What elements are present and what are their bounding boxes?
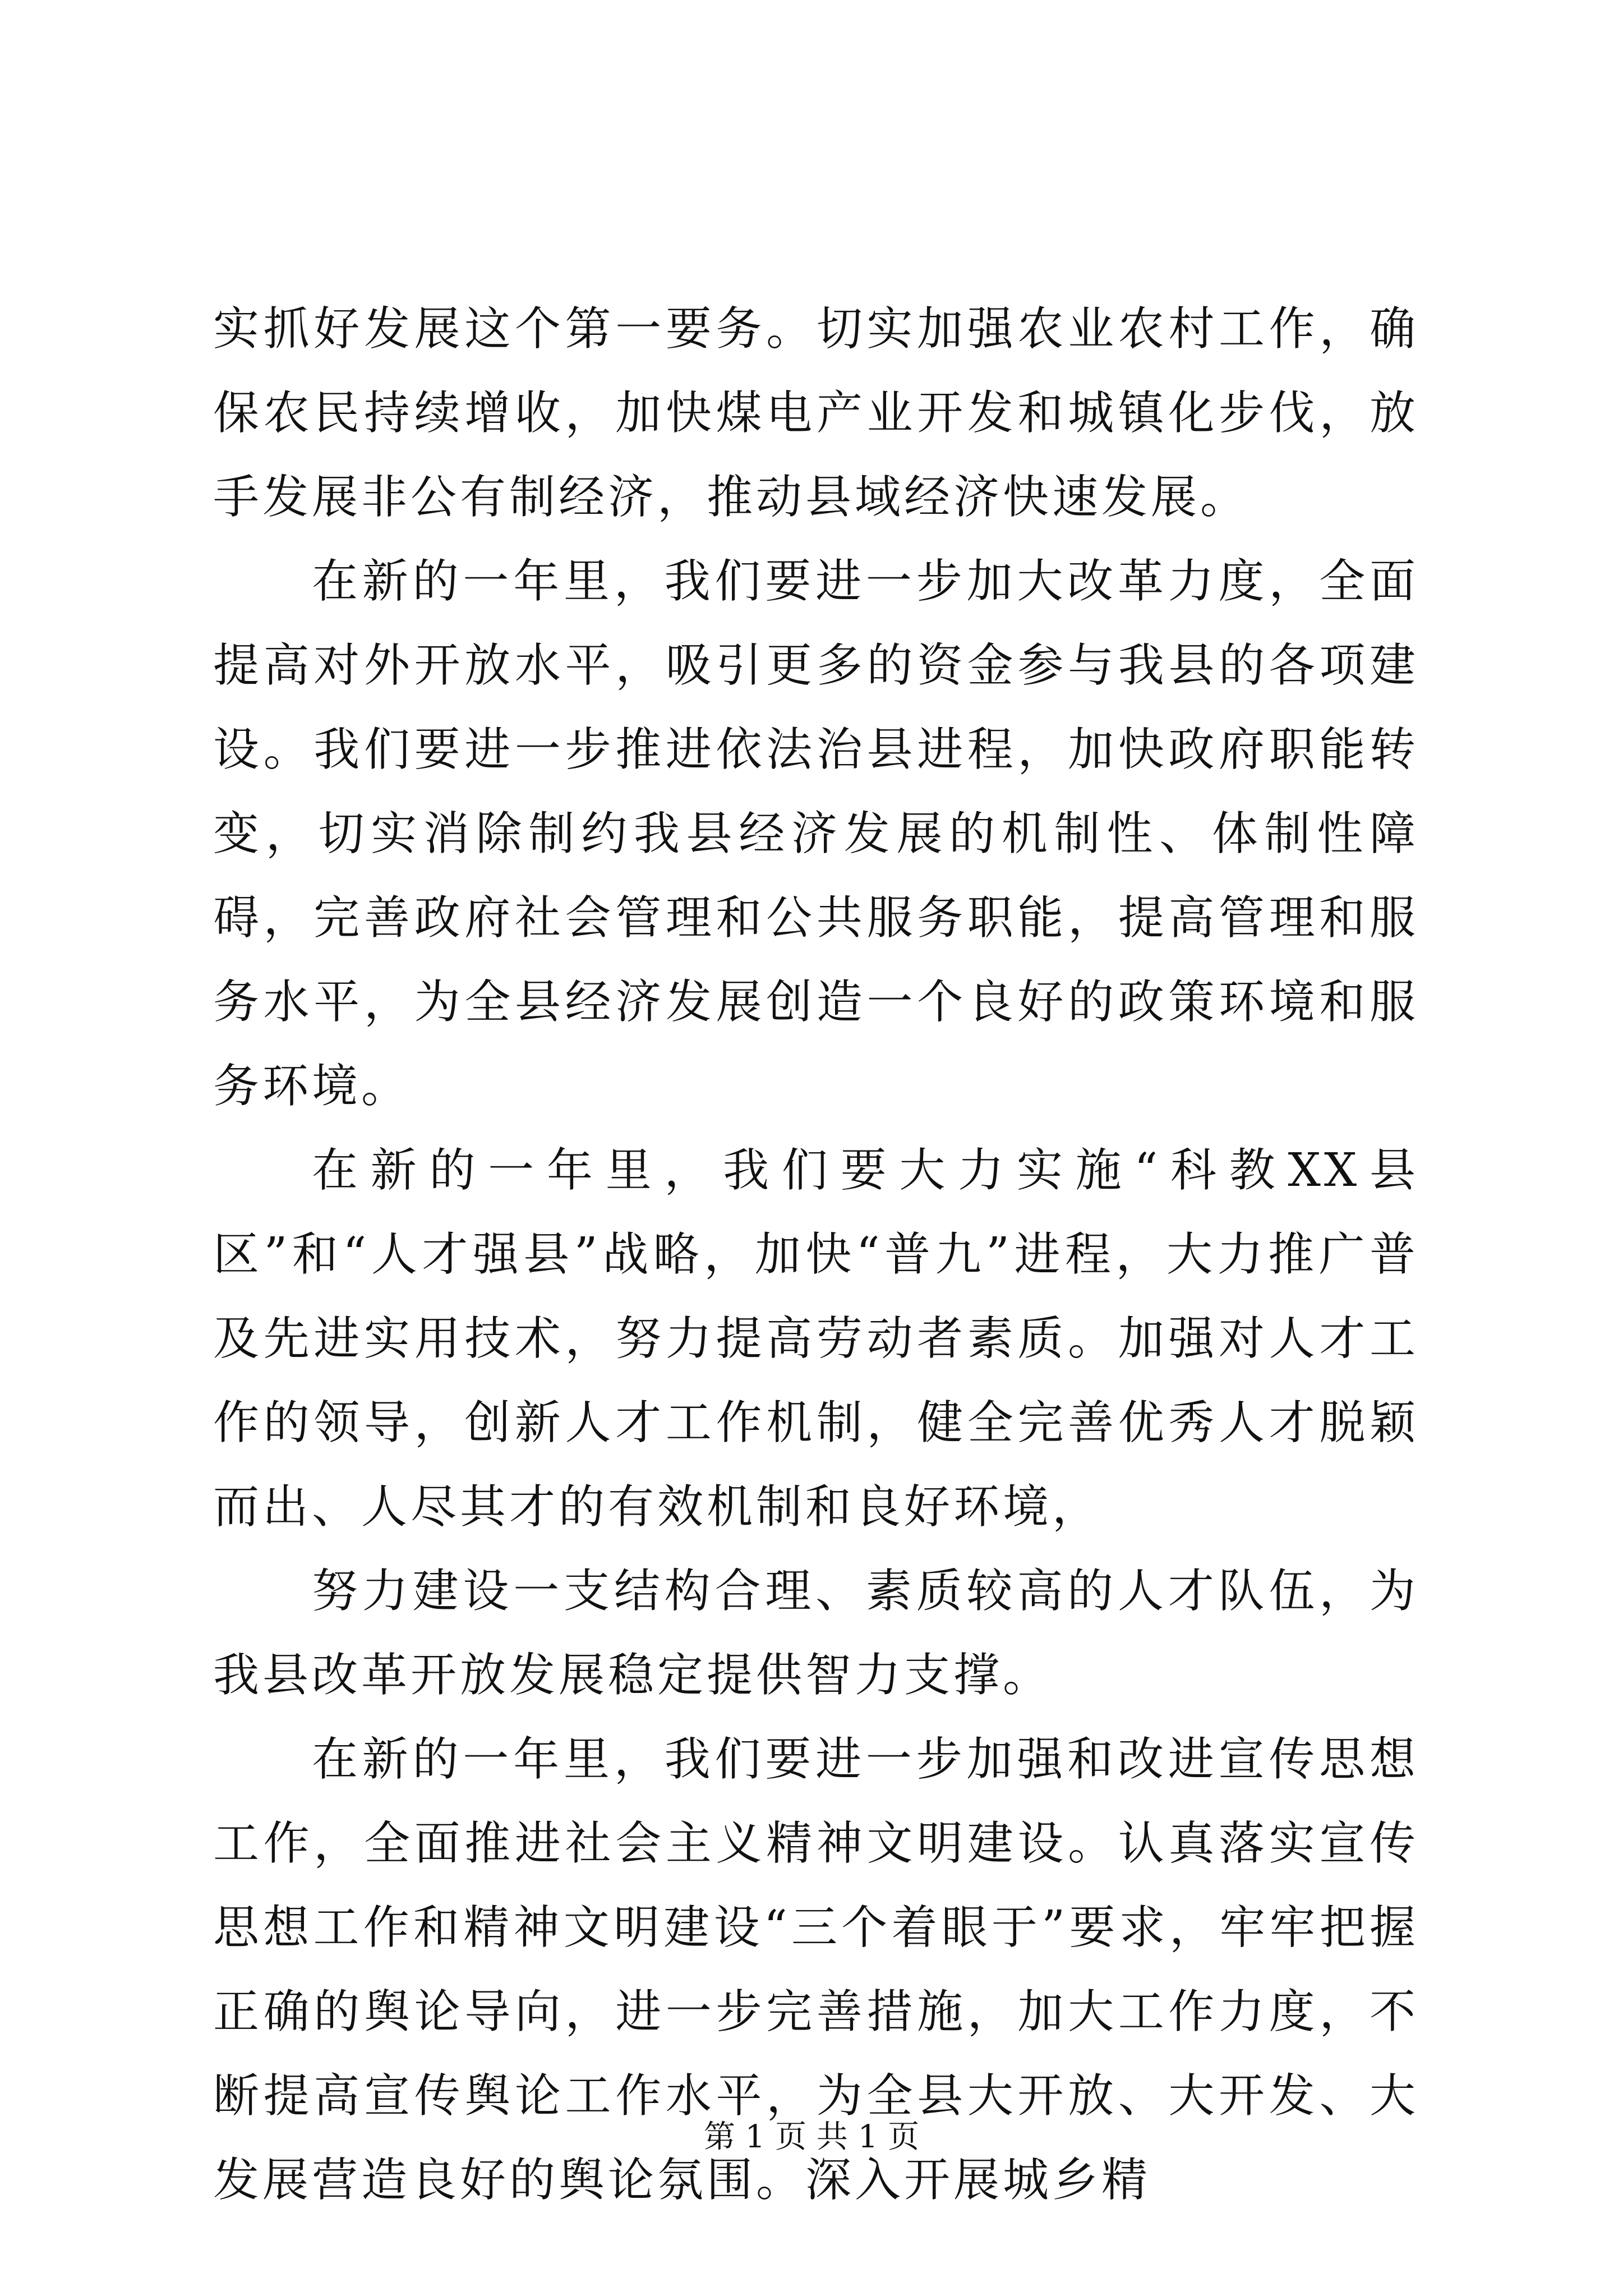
document-body	[213, 287, 1419, 2223]
paragraph-3: 在新的一年里，我们要大力实施“科教XX县区”和“人才强县”战略，加快“普九”进程，大力推广普及先进实用技术，努力提高劳动者素质。加强对人才工作的领导，创新人才工作机制，健全完善优秀人才脱颖而出、人尽其才的有效机制和良好环境，	[213, 1144, 1419, 1534]
paragraph-2: 在新的一年里，我们要进一步加大改革力度，全面提高对外开放水平，吸引更多的资金参与我县的各项建设。我们要进一步推进依法治县进程，加快政府职能转变，切实消除制约我县经济发展的机制性、体制性障碍，完善政府社会管理和公共服务职能，提高管理和服务水平，为全县经济发展创造一个良好的政策环境和服务环境。	[213, 555, 1419, 1113]
paragraph-1: 实抓好发展这个第一要务。切实加强农业农村工作，确保农民持续增收，加快煤电产业开发和城镇化步伐，放手发展非公有制经济，推动县域经济快速发展。	[213, 302, 1419, 524]
paragraph-4: 努力建设一支结构合理、素质较高的人才队伍，为我县改革开放发展稳定提供智力支撑。	[213, 1565, 1419, 1702]
page-footer: 第 1 页 共 1 页	[703, 2119, 920, 2155]
paragraph-5: 在新的一年里，我们要进一步加强和改进宣传思想工作，全面推进社会主义精神文明建设。认真落实宣传思想工作和精神文明建设“三个着眼于”要求，牢牢把握正确的舆论导向，进一步完善措施，加大工作力度，不断提高宣传舆论工作水平，为全县大开放、大开发、大发展营造良好的舆论氛围。深入开展城乡精	[213, 1733, 1419, 2207]
